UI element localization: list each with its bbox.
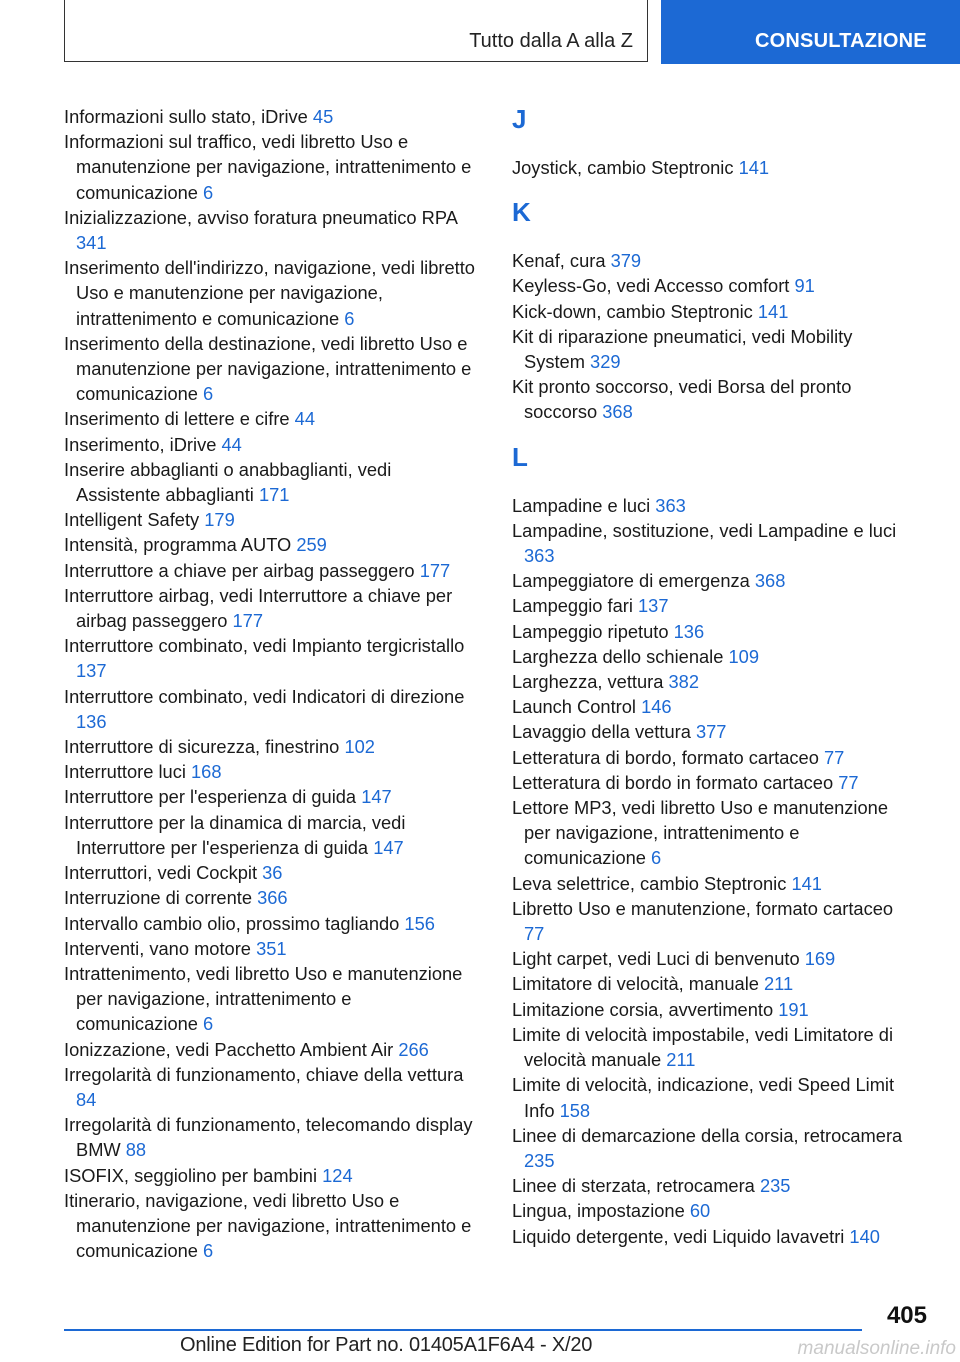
index-entry-text: Kit di riparazione pneumatici, vedi Mobility System (512, 325, 853, 373)
page-reference-link[interactable]: 124 (322, 1164, 353, 1186)
page-reference-link[interactable]: 36 (262, 862, 283, 884)
index-entry-text: Limitatore di velocità, manuale (512, 973, 765, 995)
header-chapter-label: CONSULTAZIONE (755, 30, 927, 52)
page-reference-link[interactable]: 45 (312, 106, 334, 127)
index-entry-text: Lampeggiatore di emergenza (512, 570, 755, 592)
index-entry (512, 248, 912, 273)
page-reference-link[interactable]: 141 (791, 872, 822, 894)
index-entry-text: Limite di velocità, indicazione, vedi Speed Limit Info (512, 1074, 895, 1121)
index-entry-text: Inserimento di lettere e cifre (64, 408, 295, 430)
index-entry-text: Larghezza dello schienale (512, 645, 729, 667)
watermark-logo: manualsonline.info (797, 1338, 956, 1359)
page-reference-link[interactable]: 158 (559, 1099, 591, 1121)
page-reference-link[interactable]: 6 (203, 1240, 214, 1262)
index-entry-text: Larghezza, vettura (512, 671, 669, 693)
index-entry-text: ISOFIX, seggiolino per bambini (64, 1164, 323, 1186)
index-entry-text: Linee di demarcazione della corsia, retrocamera (512, 1124, 903, 1146)
index-entry (512, 1022, 912, 1072)
page-reference-link[interactable]: 6 (203, 383, 214, 405)
index-entry (512, 1072, 912, 1122)
page-reference-link[interactable]: 77 (838, 771, 859, 793)
index-entry (512, 745, 912, 770)
index-entry-text: Libretto Uso e manutenzione, formato cartaceo (512, 897, 894, 919)
index-entry (64, 205, 476, 255)
index-entry-text: Interruttori, vedi Cockpit (64, 862, 263, 884)
page-reference-link[interactable]: 191 (778, 998, 809, 1020)
index-entry (64, 432, 476, 457)
page-reference-link[interactable]: 177 (232, 610, 264, 632)
page-reference-link[interactable]: 102 (344, 736, 375, 758)
index-entry-text: Lettore MP3, vedi libretto Uso e manutenzione per navigazione, intrattenimento e comunicazione (512, 797, 888, 869)
index-entry (64, 860, 476, 885)
index-entry (64, 936, 476, 961)
page-reference-link[interactable]: 235 (759, 1175, 791, 1197)
index-entry (512, 997, 912, 1022)
page-reference-link[interactable]: 382 (668, 671, 700, 693)
index-entry-text: Lampadine e luci (512, 494, 656, 516)
index-entry-text: Joystick, cambio Steptronic (512, 157, 739, 178)
index-entry-text: Irregolarità di funzionamento, chiave della vettura (64, 1063, 464, 1085)
index-entry-text: Interruttore di sicurezza, finestrino (64, 736, 345, 758)
index-entry-text: Itinerario, navigazione, vedi libretto Uso e manutenzione per navigazione, intrattenimento e comunicazione (64, 1189, 472, 1262)
page-reference-link[interactable]: 6 (344, 307, 355, 329)
page-reference-link[interactable]: 368 (754, 570, 786, 592)
header-section-box (64, 0, 648, 62)
page-reference-link[interactable]: 329 (590, 351, 621, 373)
index-entry (64, 406, 476, 431)
page-number: 405 (886, 1302, 927, 1329)
page-reference-link[interactable]: 363 (524, 545, 555, 567)
index-entry-text: Letteratura di bordo, formato cartaceo (512, 746, 824, 768)
index-letter-heading: J (512, 104, 527, 134)
page-reference-link[interactable]: 351 (256, 937, 287, 959)
page-reference-link[interactable]: 341 (76, 232, 107, 254)
index-entry (64, 583, 476, 633)
page-reference-link[interactable]: 171 (258, 484, 290, 506)
index-entry-text: Intrattenimento, vedi libretto Uso e manutenzione per navigazione, intrattenimento e comunicazione (64, 962, 463, 1035)
page-reference-link[interactable]: 363 (655, 494, 686, 516)
index-entry-text: Kit pronto soccorso, vedi Borsa del pronto soccorso (512, 376, 852, 423)
index-entry-text: Inserimento della destinazione, vedi libretto Uso e manutenzione per navigazione, intrattenimento e comunicazione (64, 332, 472, 405)
index-entry (512, 374, 912, 424)
index-entry-text: Informazioni sul traffico, vedi libretto Uso e manutenzione per navigazione, intrattenimento e comunicazione (64, 131, 472, 203)
page-reference-link[interactable]: 147 (361, 786, 392, 808)
index-entry (64, 1062, 476, 1112)
index-entry-text: Inserimento, iDrive (64, 433, 222, 455)
index-entry (512, 593, 912, 618)
index-entry (64, 684, 476, 734)
index-entry-text: Interventi, vano motore (64, 937, 257, 959)
page-reference-link[interactable]: 179 (204, 509, 235, 531)
page-reference-link[interactable]: 379 (610, 250, 642, 272)
page-reference-link[interactable]: 77 (823, 746, 845, 768)
page-reference-link[interactable]: 137 (638, 595, 669, 617)
page-reference-link[interactable]: 177 (419, 559, 451, 581)
page-reference-link[interactable]: 109 (728, 645, 759, 667)
page-reference-link[interactable]: 146 (641, 696, 672, 718)
index-entry-text: Inserimento dell'indirizzo, navigazione, vedi libretto Uso e manutenzione per navigazione, intrattenimento e comunicazione (64, 257, 475, 329)
index-entry-text: Interruttore a chiave per airbag passeggero (64, 559, 420, 581)
index-entry-text: Kick-down, cambio Steptronic (512, 300, 758, 322)
index-entry (64, 104, 476, 129)
index-entry (512, 299, 912, 324)
page-reference-link[interactable]: 259 (296, 534, 327, 556)
page-reference-link[interactable]: 6 (203, 181, 214, 203)
index-entry (64, 759, 476, 784)
footer-divider (64, 1329, 862, 1331)
index-entry-text: Interruttore combinato, vedi Impianto tergicristallo (64, 635, 465, 657)
page-reference-link[interactable]: 141 (757, 300, 789, 322)
index-entry-text: Ionizzazione, vedi Pacchetto Ambient Air (64, 1038, 399, 1060)
page-header (0, 0, 960, 66)
index-entry (64, 1037, 476, 1062)
page-reference-link[interactable]: 368 (602, 401, 633, 423)
index-entry-text: Lampadine, sostituzione, vedi Lampadine e luci (512, 519, 897, 541)
index-entry-text: Inserire abbaglianti o anabbaglianti, vedi Assistente abbaglianti (64, 458, 392, 506)
index-entry (512, 1198, 912, 1223)
index-entry (64, 129, 476, 205)
index-entry (512, 273, 912, 298)
index-entry-text: Interruttore per l'esperienza di guida (64, 786, 362, 808)
index-column-left (64, 104, 476, 1263)
page-reference-link[interactable]: 84 (76, 1088, 97, 1110)
index-entry-text: Limite di velocità impostabile, vedi Limitatore di velocità manuale (512, 1023, 894, 1071)
page-reference-link[interactable]: 136 (76, 710, 107, 732)
index-entry (64, 1188, 476, 1264)
index-entry (512, 155, 912, 180)
page-reference-link[interactable]: 88 (125, 1139, 147, 1161)
index-entry (512, 669, 912, 694)
index-entry (64, 507, 476, 532)
index-entry (512, 946, 912, 971)
index-entry (512, 324, 912, 374)
page-reference-link[interactable]: 266 (398, 1038, 429, 1060)
index-entry (512, 1224, 912, 1249)
index-entry (512, 719, 912, 744)
page-reference-link[interactable]: 211 (666, 1049, 696, 1071)
index-entry (64, 558, 476, 583)
header-section-title: Tutto dalla A alla Z (469, 30, 633, 52)
index-entry (512, 770, 912, 795)
index-entry-text: Informazioni sullo stato, iDrive (64, 106, 313, 127)
footer-edition-text: Online Edition for Part no. 01405A1F6A4 - X/20 (180, 1334, 593, 1356)
index-entry-text: Letteratura di bordo in formato cartaceo (512, 771, 839, 793)
index-entry-text: Interruttore airbag, vedi Interruttore a chiave per airbag passeggero (64, 584, 453, 632)
page-reference-link[interactable]: 156 (404, 912, 435, 934)
index-entry (64, 1112, 476, 1162)
index-entry (512, 518, 912, 568)
index-entry (64, 961, 476, 1037)
page-reference-link[interactable]: 44 (221, 433, 242, 455)
page-reference-link[interactable]: 141 (738, 157, 770, 178)
page-reference-link[interactable]: 366 (257, 887, 288, 909)
index-entry (512, 493, 912, 518)
index-entry (64, 810, 476, 860)
index-entry (64, 331, 476, 407)
index-entry (512, 971, 912, 996)
index-entry (512, 619, 912, 644)
index-entry (512, 1123, 912, 1173)
index-entry (64, 1163, 476, 1188)
index-entry-text: Lavaggio della vettura (512, 721, 696, 743)
index-entry-text: Launch Control (512, 696, 642, 718)
index-entry (512, 694, 912, 719)
page-reference-link[interactable]: 235 (524, 1149, 555, 1171)
index-entry-text: Limitazione corsia, avvertimento (512, 998, 779, 1020)
index-entry-text: Linee di sterzata, retrocamera (512, 1175, 760, 1197)
index-entry (512, 795, 912, 871)
page-reference-link[interactable]: 377 (695, 721, 727, 743)
index-entry (512, 1173, 912, 1198)
index-entry-text: Lampeggio fari (512, 595, 639, 617)
page-reference-link[interactable]: 140 (849, 1225, 880, 1247)
index-entry-text: Interruttore per la dinamica di marcia, vedi Interruttore per l'esperienza di guida (64, 811, 406, 858)
index-entry-text: Leva selettrice, cambio Steptronic (512, 872, 792, 894)
index-entry (64, 911, 476, 936)
page-reference-link[interactable]: 44 (294, 408, 315, 430)
page-reference-link[interactable]: 6 (651, 847, 662, 869)
index-entry-text: Light carpet, vedi Luci di benvenuto (512, 948, 805, 970)
index-entry-text: Intelligent Safety (64, 509, 205, 531)
page-reference-link[interactable]: 136 (673, 620, 705, 642)
index-entry (64, 633, 476, 683)
index-entry (64, 734, 476, 759)
index-column-right (512, 102, 912, 1249)
index-entry-text: Interruttore combinato, vedi Indicatori di direzione (64, 685, 465, 707)
index-entry (64, 885, 476, 910)
index-entry-text: Intensità, programma AUTO (64, 534, 297, 556)
index-entry-text: Keyless-Go, vedi Accesso comfort (512, 275, 795, 297)
index-entry-text: Liquido detergente, vedi Liquido lavavetri (512, 1225, 850, 1247)
index-entry-text: Interruttore luci (64, 761, 192, 783)
index-entry (64, 532, 476, 557)
index-entry (512, 871, 912, 896)
index-entry (512, 896, 912, 946)
index-letter-heading: K (512, 197, 531, 228)
page-reference-link[interactable]: 91 (794, 275, 815, 297)
page-reference-link[interactable]: 137 (76, 660, 107, 682)
index-entry (64, 255, 476, 331)
index-entry (64, 457, 476, 507)
index-entry (64, 784, 476, 809)
index-entry-text: Inizializzazione, avviso foratura pneumatico RPA (64, 206, 457, 228)
index-entry (512, 644, 912, 669)
index-entry-text: Interruzione di corrente (64, 887, 258, 909)
index-entry-text: Kenaf, cura (512, 250, 611, 272)
page-reference-link[interactable]: 211 (764, 973, 794, 995)
index-entry (512, 568, 912, 593)
header-chapter-tab (661, 0, 960, 64)
index-entry-text: Irregolarità di funzionamento, telecomando display BMW (64, 1114, 473, 1161)
page-reference-link[interactable]: 77 (524, 923, 545, 945)
page-reference-link[interactable]: 147 (373, 836, 404, 858)
page-reference-link[interactable]: 6 (203, 1013, 214, 1035)
page-reference-link[interactable]: 60 (689, 1200, 711, 1222)
index-letter-heading: L (512, 441, 528, 472)
page-reference-link[interactable]: 168 (191, 761, 222, 783)
index-entry-text: Lingua, impostazione (512, 1200, 690, 1222)
index-entry-text: Intervallo cambio olio, prossimo tagliando (64, 912, 405, 934)
page-reference-link[interactable]: 169 (804, 948, 836, 970)
index-entry-text: Lampeggio ripetuto (512, 620, 674, 642)
